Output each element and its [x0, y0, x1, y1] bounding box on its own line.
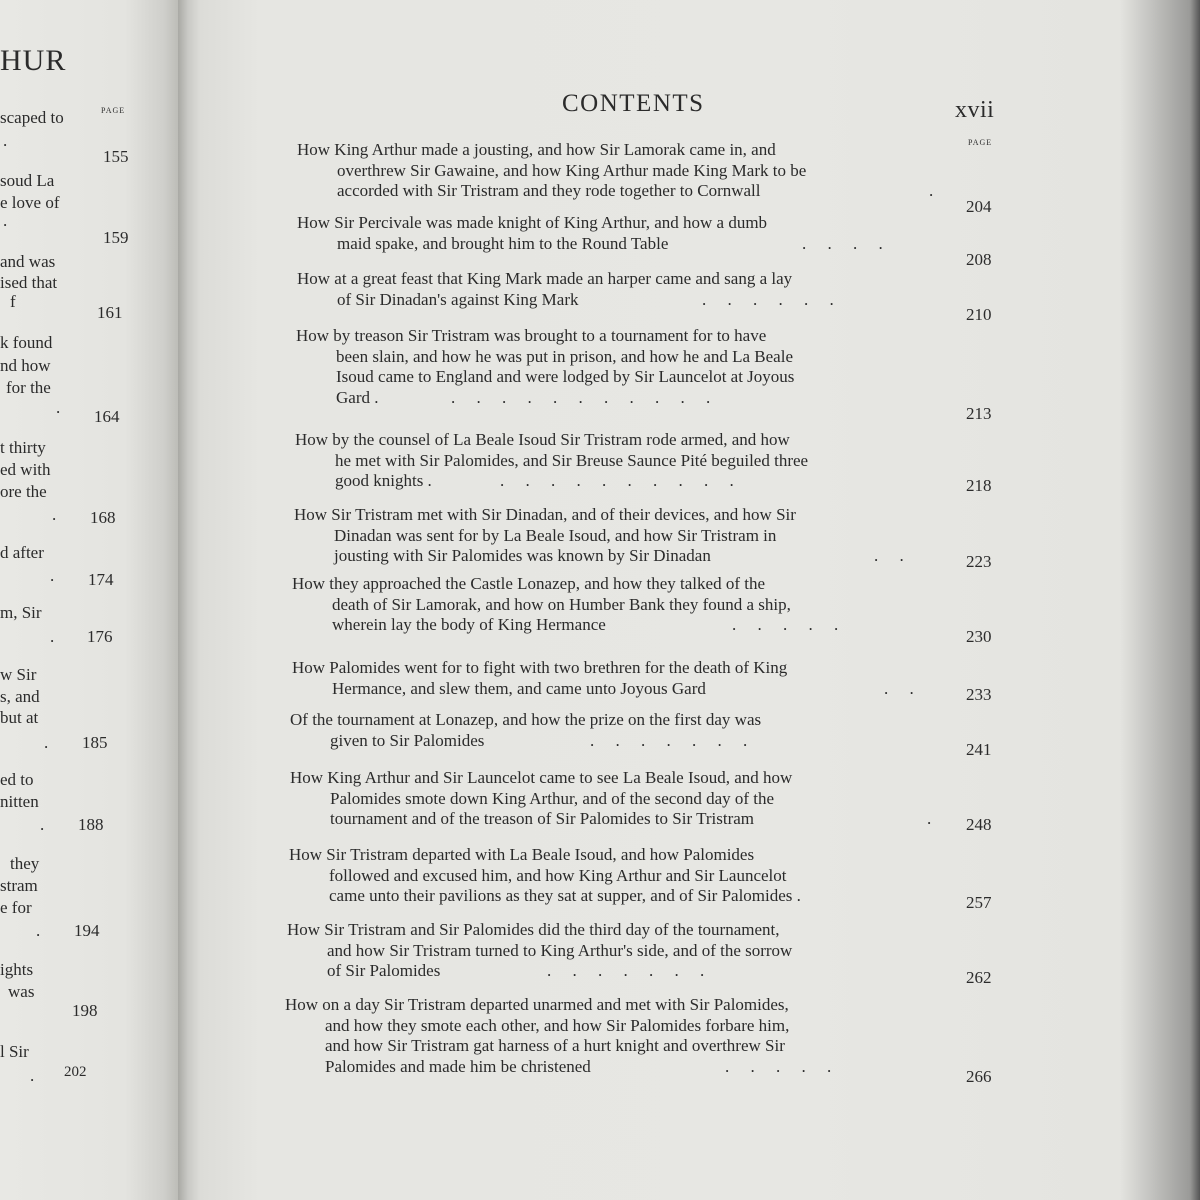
entry-line: came unto their pavilions as they sat at supper, and of Sir Palomides .: [329, 886, 801, 905]
entry-page-number: 208: [966, 250, 992, 269]
entry-page-number: 241: [966, 740, 992, 759]
left-line: t thirty: [0, 438, 46, 457]
left-line: .: [40, 815, 45, 834]
left-line: l Sir: [0, 1042, 29, 1061]
left-line: .: [52, 505, 57, 524]
entry-line: Isoud came to England and were lodged by Sir Launcelot at Joyous: [336, 367, 795, 386]
left-page-number: 198: [72, 1001, 98, 1020]
entry-line: [290, 809, 932, 830]
left-page-number: 168: [90, 508, 116, 527]
contents-entry: [289, 845, 801, 907]
dot-leaders: . . . . .: [732, 615, 839, 634]
left-line: for the: [6, 378, 51, 397]
left-line: .: [50, 566, 55, 585]
entry-line: [297, 181, 934, 202]
left-line: .: [3, 131, 8, 150]
left-page-number: 185: [82, 733, 108, 752]
entry-line: [292, 615, 839, 636]
entry-line: How Sir Percivale was made knight of King Arthur, and how a dumb: [297, 213, 768, 232]
left-line: .: [36, 921, 41, 940]
left-line: nitten: [0, 792, 39, 811]
entry-line: [292, 678, 914, 700]
left-line: stram: [0, 876, 38, 895]
entry-line: overthrew Sir Gawaine, and how King Arthur made King Mark to be: [337, 160, 807, 180]
entry-page-number: 233: [966, 685, 992, 704]
dot-leaders: . . . . .: [725, 1056, 832, 1076]
dot-leaders: . .: [874, 546, 904, 565]
left-line: s, and: [0, 687, 40, 706]
entry-line: been slain, and how he was put in prison, and how he and La Beale: [336, 346, 793, 366]
entry-line-text: of Sir Dinadan's against King Mark: [337, 289, 579, 309]
entry-line: How Sir Tristram departed with La Beale Isoud, and how Palomides: [289, 845, 755, 864]
entry-line: [287, 961, 792, 982]
left-line: they: [10, 854, 40, 873]
left-line: ed to: [0, 770, 34, 789]
entry-line: How by the counsel of La Beale Isoud Sir Tristram rode armed, and how: [295, 430, 790, 449]
left-line: ed with: [0, 460, 51, 479]
left-line: e for: [0, 898, 32, 917]
left-line: .: [30, 1066, 35, 1085]
entry-line-text: wherein lay the body of King Hermance: [332, 615, 606, 634]
entry-line: How Sir Tristram met with Sir Dinadan, and of their devices, and how Sir: [294, 505, 796, 524]
left-line: ised that: [0, 273, 58, 292]
entry-line: [297, 233, 883, 255]
left-line: nd how: [0, 356, 51, 375]
entry-page-number: 230: [966, 627, 992, 646]
entry-page-number: 210: [966, 305, 992, 324]
entry-line: [290, 731, 761, 752]
left-page-number: 174: [88, 570, 114, 589]
entry-line-text: given to Sir Palomides: [330, 730, 485, 750]
left-line: scaped to: [0, 108, 64, 127]
contents-entry: [290, 768, 932, 830]
contents-entry: [295, 430, 808, 492]
entry-page-number: 266: [966, 1067, 992, 1086]
left-page-number: 188: [78, 815, 104, 834]
left-line: .: [56, 398, 61, 417]
left-line: m, Sir: [0, 603, 42, 622]
left-page-number: 164: [94, 407, 120, 426]
left-line: ights: [0, 960, 34, 979]
dot-leaders: .: [929, 181, 934, 200]
contents-entry: [292, 658, 914, 699]
entry-line: [297, 289, 834, 311]
entry-line-text: maid spake, and brought him to the Round Table: [337, 233, 669, 253]
entry-page-number: 213: [966, 404, 992, 423]
left-page-number: 194: [74, 921, 100, 940]
left-line: e love of: [0, 193, 60, 212]
entry-line: How Sir Tristram and Sir Palomides did the third day of the tournament,: [287, 920, 780, 939]
entry-line: How at a great feast that King Mark made an harper came and sang a lay: [297, 269, 793, 288]
entry-line: Dinadan was sent for by La Beale Isoud, and how Sir Tristram in: [334, 525, 777, 545]
dot-leaders: . . . . . . . . . .: [500, 471, 734, 490]
left-line: f: [10, 292, 16, 311]
entry-line: How by treason Sir Tristram was brought to a tournament for to have: [296, 326, 767, 345]
entry-line: and how Sir Tristram gat harness of a hurt knight and overthrew Sir: [325, 1036, 785, 1055]
entry-page-number: 223: [966, 552, 992, 571]
entry-line: How King Arthur made a jousting, and how Sir Lamorak came in, and: [297, 140, 776, 159]
entry-page-number: 257: [966, 893, 992, 912]
contents-entry: [287, 920, 792, 982]
entry-line-text: Gard .: [336, 387, 379, 407]
entry-line-text: of Sir Palomides: [327, 961, 441, 980]
entry-line-text: good knights .: [335, 471, 432, 490]
entry-line: How they approached the Castle Lonazep, and how they talked of the: [292, 574, 766, 593]
entry-line-text: Palomides and made him be christened: [325, 1056, 591, 1076]
entry-line-text: tournament and of the treason of Sir Palomides to Sir Tristram: [330, 809, 755, 828]
folio-number: xvii: [955, 97, 995, 123]
entry-line: [295, 471, 808, 492]
contents-entry: [297, 140, 934, 202]
contents-entry: [285, 995, 832, 1077]
entry-line: How on a day Sir Tristram departed unarmed and met with Sir Palomides,: [285, 995, 789, 1014]
entry-page-number: 204: [966, 197, 992, 216]
left-page-number: 155: [103, 147, 129, 166]
left-line: was: [8, 982, 35, 1001]
left-page-number: 176: [87, 627, 113, 646]
dot-leaders: . .: [884, 678, 914, 698]
entry-line-text: jousting with Sir Palomides was known by Sir Dinadan: [334, 546, 711, 565]
dot-leaders: . . . . . . .: [590, 730, 748, 750]
left-line: and was: [0, 252, 56, 271]
left-page-number: 161: [97, 303, 123, 322]
left-line: .: [44, 733, 49, 752]
left-line: d after: [0, 543, 44, 562]
contents-entry: [296, 326, 794, 408]
dot-leaders: . . . . . . . . . . .: [451, 387, 711, 407]
left-running-head: HUR: [0, 44, 67, 77]
contents-entry: [297, 213, 883, 254]
contents-entry: [294, 505, 904, 567]
entry-line: death of Sir Lamorak, and how on Humber Bank they found a ship,: [332, 594, 791, 614]
page-column-label: PAGE: [968, 138, 993, 147]
left-page: [0, 0, 178, 1200]
contents-entry: [292, 574, 839, 636]
dot-leaders: . . . .: [802, 233, 883, 253]
entry-page-number: 262: [966, 968, 992, 987]
book-gutter: [178, 0, 200, 1200]
entry-line: Palomides smote down King Arthur, and of the second day of the: [330, 788, 775, 808]
left-page-number: 202: [64, 1064, 87, 1080]
entry-line: Of the tournament at Lonazep, and how the prize on the first day was: [290, 710, 762, 729]
entry-line: How King Arthur and Sir Launcelot came to see La Beale Isoud, and how: [290, 768, 793, 787]
entry-line: [294, 546, 904, 567]
entry-line: he met with Sir Palomides, and Sir Breuse Saunce Pité beguiled three: [335, 450, 809, 470]
entry-line-text: Hermance, and slew them, and came unto Joyous Gard: [332, 678, 706, 698]
entry-page-number: 218: [966, 476, 992, 495]
entry-line: [285, 1056, 832, 1078]
entry-line-text: accorded with Sir Tristram and they rode together to Cornwall: [337, 181, 761, 200]
entry-line: [296, 388, 794, 409]
entry-line: and how they smote each other, and how Sir Palomides forbare him,: [325, 1015, 790, 1035]
entry-page-number: 248: [966, 815, 992, 834]
contents-entry: [290, 710, 761, 751]
left-line: soud La: [0, 171, 55, 190]
entry-line: followed and excused him, and how King Arthur and Sir Launcelot: [329, 865, 787, 885]
dot-leaders: . . . . . .: [702, 289, 834, 309]
left-line: w Sir: [0, 665, 37, 684]
dot-leaders: . . . . . . .: [547, 961, 705, 980]
running-head-title: CONTENTS: [562, 90, 705, 117]
left-line: .: [3, 211, 8, 230]
left-line: .: [50, 627, 55, 646]
dot-leaders: .: [927, 809, 932, 828]
entry-line: and how Sir Tristram turned to King Arthur's side, and of the sorrow: [327, 940, 793, 960]
left-page-column-label: PAGE: [101, 106, 126, 115]
left-page-number: 159: [103, 228, 129, 247]
contents-entry: [297, 269, 834, 310]
left-line: but at: [0, 708, 39, 727]
left-line: k found: [0, 333, 53, 352]
entry-line: How Palomides went for to fight with two brethren for the death of King: [292, 658, 788, 677]
left-line: ore the: [0, 482, 47, 501]
